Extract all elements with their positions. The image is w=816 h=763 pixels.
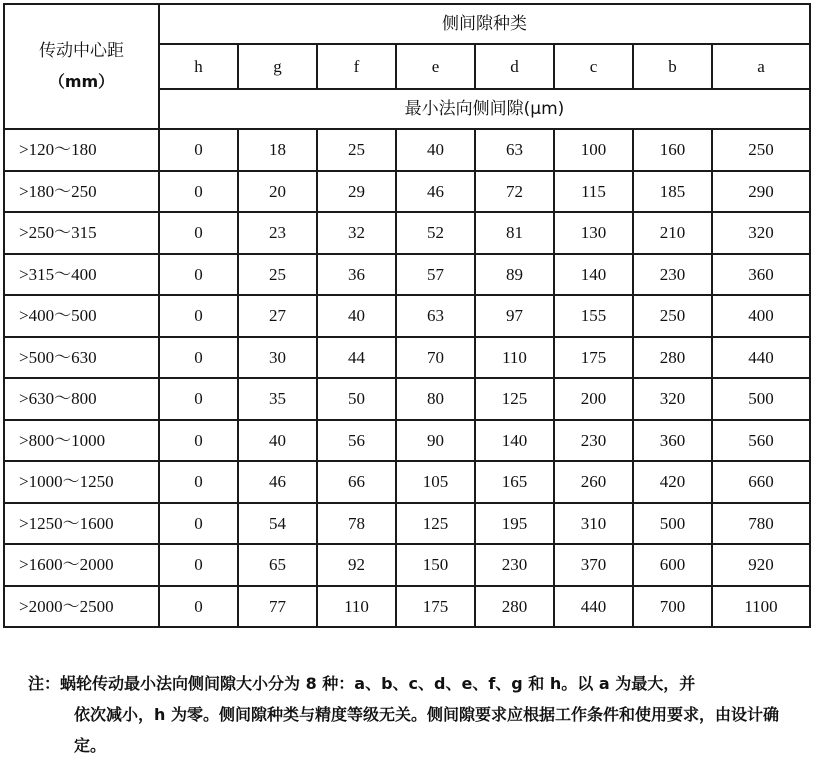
center-distance-range: >500～630 xyxy=(4,337,159,379)
backlash-value-f: 110 xyxy=(317,586,396,628)
table-row xyxy=(4,461,810,503)
table-row xyxy=(4,212,810,254)
backlash-value-b: 500 xyxy=(633,503,712,545)
backlash-value-e: 52 xyxy=(396,212,475,254)
backlash-value-h: 0 xyxy=(159,461,238,503)
backlash-type-g: g xyxy=(238,44,317,89)
backlash-value-f: 78 xyxy=(317,503,396,545)
center-distance-range: >315～400 xyxy=(4,254,159,296)
backlash-value-c: 370 xyxy=(554,544,633,586)
backlash-value-h: 0 xyxy=(159,378,238,420)
backlash-value-d: 280 xyxy=(475,586,554,628)
backlash-value-a: 500 xyxy=(712,378,810,420)
backlash-value-h: 0 xyxy=(159,337,238,379)
backlash-value-e: 150 xyxy=(396,544,475,586)
backlash-value-d: 195 xyxy=(475,503,554,545)
table-row xyxy=(4,378,810,420)
backlash-value-g: 30 xyxy=(238,337,317,379)
backlash-value-b: 360 xyxy=(633,420,712,462)
backlash-value-h: 0 xyxy=(159,544,238,586)
note-line-1: 注：蜗轮传动最小法向侧间隙大小分为 8 种：a、b、c、d、e、f、g 和 h。以 a 为最大，并 xyxy=(28,674,696,693)
backlash-table xyxy=(3,3,811,628)
table-note xyxy=(28,668,808,761)
backlash-value-g: 23 xyxy=(238,212,317,254)
backlash-value-g: 77 xyxy=(238,586,317,628)
backlash-value-b: 320 xyxy=(633,378,712,420)
backlash-type-c: c xyxy=(554,44,633,89)
table-row xyxy=(4,503,810,545)
backlash-value-d: 81 xyxy=(475,212,554,254)
backlash-value-e: 63 xyxy=(396,295,475,337)
center-distance-range: >120～180 xyxy=(4,129,159,171)
backlash-value-b: 160 xyxy=(633,129,712,171)
backlash-value-c: 230 xyxy=(554,420,633,462)
backlash-value-f: 92 xyxy=(317,544,396,586)
backlash-value-g: 65 xyxy=(238,544,317,586)
backlash-value-b: 280 xyxy=(633,337,712,379)
backlash-value-a: 560 xyxy=(712,420,810,462)
table-row xyxy=(4,254,810,296)
backlash-type-d: d xyxy=(475,44,554,89)
table-row xyxy=(4,586,810,628)
backlash-value-h: 0 xyxy=(159,212,238,254)
backlash-value-f: 44 xyxy=(317,337,396,379)
backlash-value-g: 25 xyxy=(238,254,317,296)
center-distance-label: 传动中心距 xyxy=(39,41,124,61)
backlash-value-e: 40 xyxy=(396,129,475,171)
table-row xyxy=(4,171,810,213)
backlash-value-e: 46 xyxy=(396,171,475,213)
backlash-value-a: 920 xyxy=(712,544,810,586)
backlash-value-c: 155 xyxy=(554,295,633,337)
backlash-value-c: 200 xyxy=(554,378,633,420)
backlash-value-h: 0 xyxy=(159,295,238,337)
backlash-value-b: 210 xyxy=(633,212,712,254)
backlash-value-b: 420 xyxy=(633,461,712,503)
backlash-value-f: 40 xyxy=(317,295,396,337)
backlash-value-a: 250 xyxy=(712,129,810,171)
backlash-value-c: 175 xyxy=(554,337,633,379)
backlash-value-e: 80 xyxy=(396,378,475,420)
backlash-value-h: 0 xyxy=(159,586,238,628)
center-distance-header xyxy=(4,4,159,129)
backlash-value-h: 0 xyxy=(159,420,238,462)
backlash-value-c: 260 xyxy=(554,461,633,503)
center-distance-unit: （mm） xyxy=(48,72,115,91)
backlash-value-a: 290 xyxy=(712,171,810,213)
backlash-value-h: 0 xyxy=(159,254,238,296)
backlash-value-f: 50 xyxy=(317,378,396,420)
backlash-value-d: 97 xyxy=(475,295,554,337)
backlash-value-f: 25 xyxy=(317,129,396,171)
backlash-value-a: 660 xyxy=(712,461,810,503)
backlash-type-h: h xyxy=(159,44,238,89)
backlash-value-a: 400 xyxy=(712,295,810,337)
backlash-value-c: 115 xyxy=(554,171,633,213)
backlash-value-a: 780 xyxy=(712,503,810,545)
backlash-value-g: 18 xyxy=(238,129,317,171)
backlash-value-c: 100 xyxy=(554,129,633,171)
backlash-value-e: 90 xyxy=(396,420,475,462)
backlash-value-a: 1100 xyxy=(712,586,810,628)
backlash-value-f: 36 xyxy=(317,254,396,296)
backlash-value-c: 140 xyxy=(554,254,633,296)
backlash-value-d: 72 xyxy=(475,171,554,213)
backlash-value-d: 140 xyxy=(475,420,554,462)
backlash-value-e: 105 xyxy=(396,461,475,503)
note-continuation: 依次减小，h 为零。侧间隙种类与精度等级无关。侧间隙要求应根据工作条件和使用要求，由设计确定。 xyxy=(74,705,779,755)
backlash-type-f: f xyxy=(317,44,396,89)
center-distance-range: >180～250 xyxy=(4,171,159,213)
table-row xyxy=(4,129,810,171)
backlash-value-d: 125 xyxy=(475,378,554,420)
backlash-value-d: 165 xyxy=(475,461,554,503)
table-row xyxy=(4,420,810,462)
table-row xyxy=(4,544,810,586)
backlash-value-b: 230 xyxy=(633,254,712,296)
backlash-value-g: 35 xyxy=(238,378,317,420)
backlash-value-e: 175 xyxy=(396,586,475,628)
backlash-value-a: 440 xyxy=(712,337,810,379)
backlash-type-e: e xyxy=(396,44,475,89)
backlash-type-b: b xyxy=(633,44,712,89)
backlash-value-g: 40 xyxy=(238,420,317,462)
table-body xyxy=(4,129,810,627)
center-distance-range: >1600～2000 xyxy=(4,544,159,586)
backlash-value-h: 0 xyxy=(159,129,238,171)
backlash-value-b: 600 xyxy=(633,544,712,586)
backlash-value-f: 32 xyxy=(317,212,396,254)
backlash-value-c: 440 xyxy=(554,586,633,628)
center-distance-range: >630～800 xyxy=(4,378,159,420)
backlash-type-a: a xyxy=(712,44,810,89)
table-row xyxy=(4,295,810,337)
backlash-value-c: 310 xyxy=(554,503,633,545)
backlash-value-d: 230 xyxy=(475,544,554,586)
backlash-value-e: 57 xyxy=(396,254,475,296)
backlash-value-f: 56 xyxy=(317,420,396,462)
center-distance-range: >250～315 xyxy=(4,212,159,254)
backlash-value-b: 700 xyxy=(633,586,712,628)
backlash-value-g: 54 xyxy=(238,503,317,545)
backlash-value-f: 66 xyxy=(317,461,396,503)
backlash-value-g: 20 xyxy=(238,171,317,213)
backlash-value-a: 320 xyxy=(712,212,810,254)
backlash-value-f: 29 xyxy=(317,171,396,213)
center-distance-range: >800～1000 xyxy=(4,420,159,462)
backlash-value-e: 70 xyxy=(396,337,475,379)
backlash-value-g: 46 xyxy=(238,461,317,503)
min-backlash-unit-label: 最小法向侧间隙(μm) xyxy=(159,89,810,129)
center-distance-range: >2000～2500 xyxy=(4,586,159,628)
table-row xyxy=(4,337,810,379)
backlash-value-d: 110 xyxy=(475,337,554,379)
center-distance-range: >1250～1600 xyxy=(4,503,159,545)
backlash-value-h: 0 xyxy=(159,171,238,213)
backlash-value-a: 360 xyxy=(712,254,810,296)
backlash-value-e: 125 xyxy=(396,503,475,545)
backlash-value-d: 63 xyxy=(475,129,554,171)
backlash-value-b: 185 xyxy=(633,171,712,213)
backlash-value-d: 89 xyxy=(475,254,554,296)
center-distance-range: >400～500 xyxy=(4,295,159,337)
backlash-value-b: 250 xyxy=(633,295,712,337)
backlash-value-g: 27 xyxy=(238,295,317,337)
backlash-value-h: 0 xyxy=(159,503,238,545)
backlash-type-title: 侧间隙种类 xyxy=(159,4,810,44)
center-distance-range: >1000～1250 xyxy=(4,461,159,503)
backlash-value-c: 130 xyxy=(554,212,633,254)
